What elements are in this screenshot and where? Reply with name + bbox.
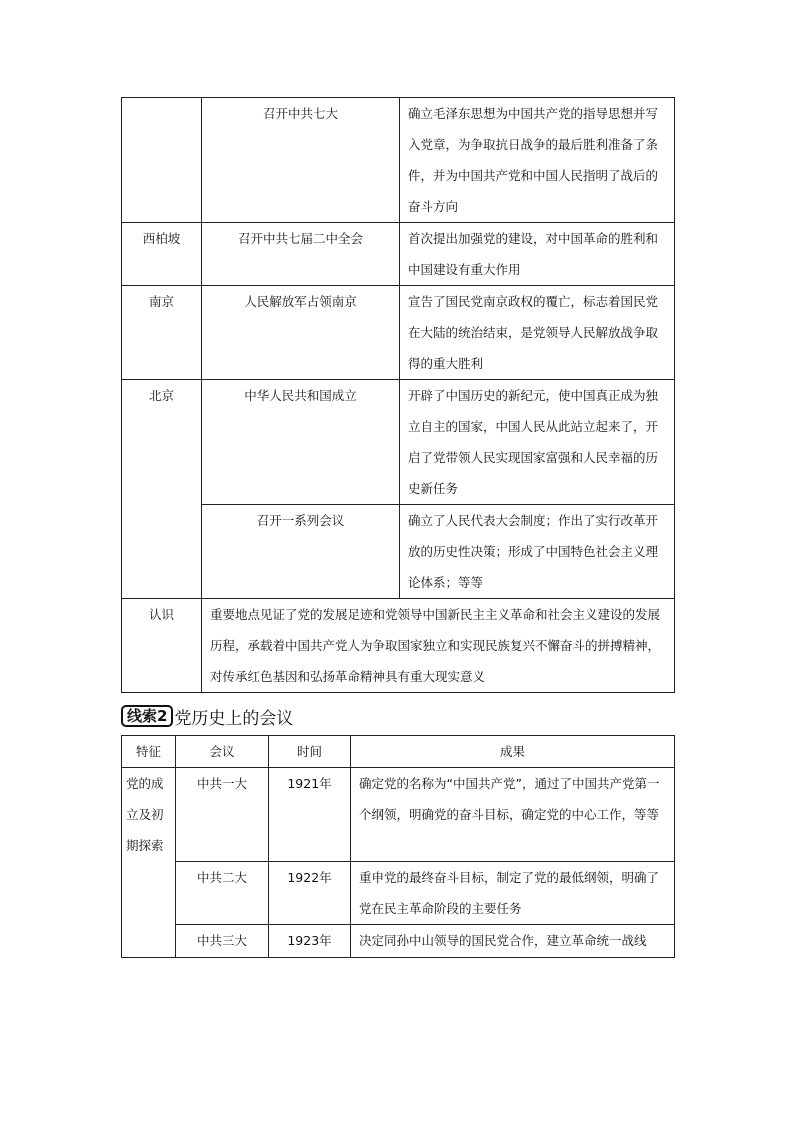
places-table [121, 97, 675, 693]
result-cell: 重申党的最终奋斗目标，制定了党的最低纲领，明确了党在民主革命阶段的主要任务 [351, 862, 675, 925]
table-row [122, 925, 675, 958]
table-row [122, 98, 675, 223]
column-header: 特征 [122, 736, 176, 768]
event-cell: 召开中共七大 [202, 98, 400, 223]
table-row [122, 223, 675, 286]
significance-cell: 开辟了中国历史的新纪元，使中国真正成为独立自主的国家，中国人民从此站立起来了，开启了党带领人民实现国家富强和人民幸福的历史新任务 [400, 380, 675, 505]
summary-row [122, 599, 675, 693]
table-row [122, 286, 675, 380]
event-cell: 中华人民共和国成立 [202, 380, 400, 505]
significance-cell: 确立了人民代表大会制度；作出了实行改革开放的历史性决策；形成了中国特色社会主义理论体系；等等 [400, 505, 675, 599]
meeting-cell: 中共一大 [176, 768, 269, 862]
feature-cell: 党的成立及初期探索 [122, 768, 176, 958]
significance-cell: 首次提出加强党的建设，对中国革命的胜利和中国建设有重大作用 [400, 223, 675, 286]
result-cell: 确定党的名称为“中国共产党”，通过了中国共产党第一个纲领，明确党的奋斗目标，确定党的中心工作，等等 [351, 768, 675, 862]
meeting-cell: 中共三大 [176, 925, 269, 958]
place-cell: 南京 [122, 286, 202, 380]
table-row [122, 768, 675, 862]
event-cell: 召开中共七届二中全会 [202, 223, 400, 286]
summary-text: 重要地点见证了党的发展足迹和党领导中国新民主主义革命和社会主义建设的发展历程，承载着中国共产党人为争取国家独立和实现民族复兴不懈奋斗的拼搏精神，对传承红色基因和弘扬革命精神具有重大现实意义 [202, 599, 675, 693]
significance-cell: 宣告了国民党南京政权的覆亡，标志着国民党在大陆的统治结束，是党领导人民解放战争取得的重大胜利 [400, 286, 675, 380]
summary-label: 认识 [122, 599, 202, 693]
table-row [122, 862, 675, 925]
meetings-table [121, 735, 675, 958]
significance-cell: 确立毛泽东思想为中国共产党的指导思想并写入党章，为争取抗日战争的最后胜利准备了条件，并为中国共产党和中国人民指明了战后的奋斗方向 [400, 98, 675, 223]
place-cell: 北京 [122, 380, 202, 599]
event-cell: 人民解放军占领南京 [202, 286, 400, 380]
year-cell: 1921年 [269, 768, 351, 862]
event-cell: 召开一系列会议 [202, 505, 400, 599]
year-cell: 1923年 [269, 925, 351, 958]
column-header: 会议 [176, 736, 269, 768]
clue-heading [121, 704, 293, 728]
clue-title: 党历史上的会议 [174, 708, 294, 729]
place-cell [122, 98, 202, 223]
result-cell: 决定同孙中山领导的国民党合作，建立革命统一战线 [351, 925, 675, 958]
header-row [122, 736, 675, 768]
column-header: 时间 [269, 736, 351, 768]
table-row [122, 380, 675, 505]
meeting-cell: 中共二大 [176, 862, 269, 925]
place-cell: 西柏坡 [122, 223, 202, 286]
clue-badge: 线索2 [121, 705, 173, 727]
column-header: 成果 [351, 736, 675, 768]
table-row [122, 505, 675, 599]
year-cell: 1922年 [269, 862, 351, 925]
